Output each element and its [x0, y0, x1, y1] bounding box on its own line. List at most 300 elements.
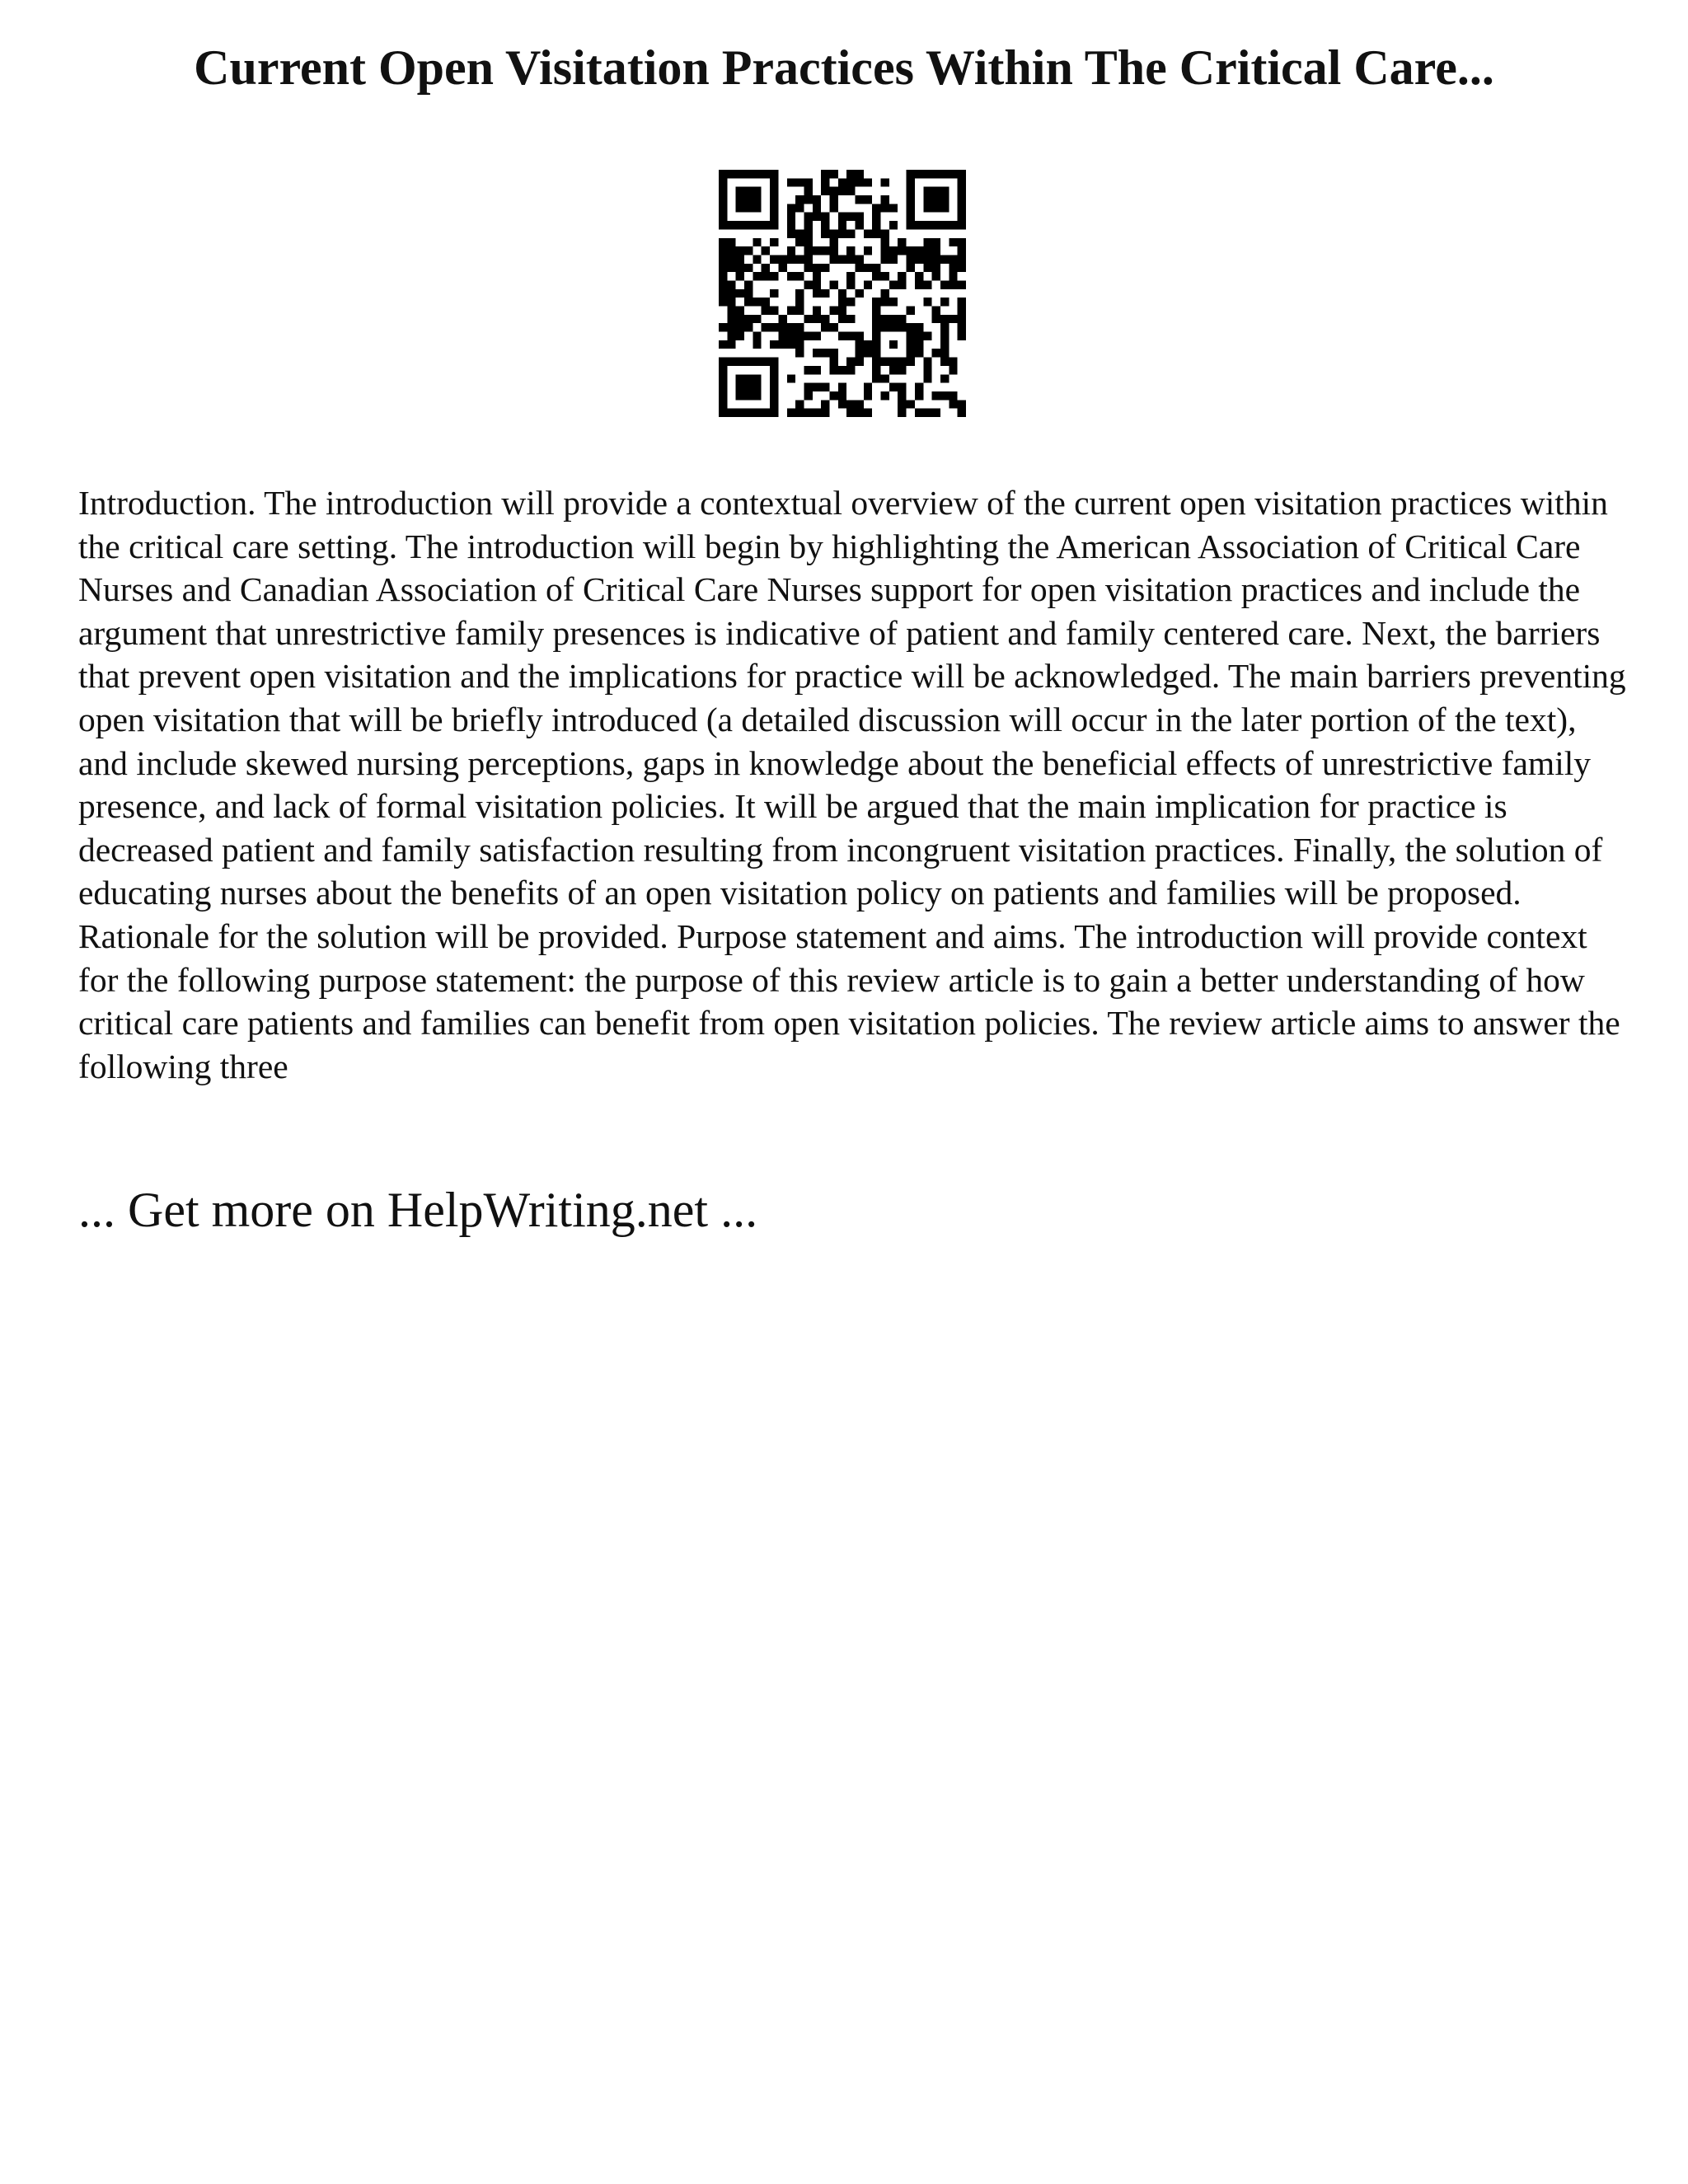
- qr-module: [864, 340, 872, 349]
- qr-module: [864, 383, 872, 391]
- qr-module: [923, 366, 931, 374]
- qr-module: [846, 272, 855, 280]
- qr-module: [838, 289, 846, 298]
- qr-module: [915, 280, 923, 288]
- qr-module: [770, 213, 778, 221]
- qr-module: [958, 323, 966, 331]
- qr-module: [821, 170, 829, 178]
- qr-module: [787, 307, 795, 315]
- qr-module: [846, 213, 855, 221]
- qr-module: [864, 246, 872, 255]
- qr-module: [762, 323, 770, 331]
- qr-module: [898, 409, 906, 417]
- qr-module: [795, 298, 804, 306]
- qr-module: [958, 400, 966, 408]
- qr-module: [727, 280, 735, 288]
- qr-module: [795, 229, 804, 237]
- qr-module: [821, 315, 829, 323]
- qr-module: [907, 358, 915, 366]
- qr-module: [838, 366, 846, 374]
- qr-module: [753, 170, 761, 178]
- qr-module: [770, 391, 778, 400]
- qr-module: [795, 289, 804, 298]
- qr-module: [821, 264, 829, 272]
- qr-module: [907, 221, 915, 229]
- qr-module: [881, 229, 889, 237]
- page-title: Current Open Visitation Practices Within The Critical Care...: [194, 40, 1494, 95]
- qr-module: [958, 246, 966, 255]
- qr-module: [829, 246, 837, 255]
- qr-module: [829, 358, 837, 366]
- qr-module: [753, 374, 761, 382]
- qr-module: [958, 264, 966, 272]
- qr-module: [744, 289, 753, 298]
- qr-module: [762, 409, 770, 417]
- qr-module: [838, 400, 846, 408]
- qr-module: [787, 246, 795, 255]
- qr-module: [889, 340, 898, 349]
- qr-module: [804, 383, 812, 391]
- qr-module: [804, 178, 812, 186]
- qr-module: [958, 332, 966, 340]
- qr-module: [915, 332, 923, 340]
- qr-module: [872, 332, 880, 340]
- qr-module: [846, 315, 855, 323]
- qr-module: [915, 246, 923, 255]
- qr-module: [727, 323, 735, 331]
- qr-module: [838, 213, 846, 221]
- qr-module: [940, 358, 949, 366]
- qr-module: [958, 280, 966, 288]
- qr-module: [949, 315, 957, 323]
- qr-module: [744, 170, 753, 178]
- qr-module: [795, 349, 804, 357]
- qr-module: [744, 298, 753, 306]
- qr-module: [915, 409, 923, 417]
- qr-module: [778, 315, 786, 323]
- qr-module: [829, 170, 837, 178]
- qr-module: [719, 374, 727, 382]
- qr-module: [727, 307, 735, 315]
- qr-module: [744, 383, 753, 391]
- qr-module: [727, 332, 735, 340]
- qr-module: [719, 213, 727, 221]
- qr-module: [804, 264, 812, 272]
- qr-module: [736, 187, 744, 195]
- qr-module: [907, 246, 915, 255]
- qr-module: [898, 246, 906, 255]
- qr-module: [940, 323, 949, 331]
- qr-module: [881, 391, 889, 400]
- qr-module: [736, 221, 744, 229]
- qr-module: [787, 221, 795, 229]
- qr-module: [932, 221, 940, 229]
- qr-module: [940, 170, 949, 178]
- qr-module: [856, 195, 864, 204]
- qr-module: [736, 307, 744, 315]
- qr-module: [958, 315, 966, 323]
- qr-module: [889, 204, 898, 212]
- qr-module: [923, 204, 931, 212]
- qr-module: [770, 374, 778, 382]
- qr-module: [762, 264, 770, 272]
- qr-module: [846, 280, 855, 288]
- qr-module: [958, 238, 966, 246]
- qr-module: [958, 221, 966, 229]
- qr-module: [804, 255, 812, 263]
- qr-module: [770, 358, 778, 366]
- qr-module: [753, 238, 761, 246]
- qr-module: [787, 323, 795, 331]
- qr-module: [864, 195, 872, 204]
- qr-module: [736, 323, 744, 331]
- qr-module: [762, 246, 770, 255]
- qr-module: [958, 204, 966, 212]
- qr-module: [719, 272, 727, 280]
- qr-module: [949, 358, 957, 366]
- qr-module: [958, 195, 966, 204]
- qr-module: [907, 213, 915, 221]
- qr-module: [813, 366, 821, 374]
- qr-module: [898, 323, 906, 331]
- qr-module: [736, 289, 744, 298]
- qr-module: [846, 187, 855, 195]
- qr-module: [736, 315, 744, 323]
- qr-module: [881, 272, 889, 280]
- qr-module: [889, 298, 898, 306]
- qr-module: [813, 204, 821, 212]
- qr-module: [787, 229, 795, 237]
- qr-module: [949, 366, 957, 374]
- qr-module: [719, 195, 727, 204]
- qr-module: [958, 255, 966, 263]
- qr-module: [744, 204, 753, 212]
- qr-module: [923, 358, 931, 366]
- qr-module: [778, 255, 786, 263]
- qr-module: [846, 409, 855, 417]
- qr-module: [778, 340, 786, 349]
- qr-module: [821, 323, 829, 331]
- get-more-link[interactable]: ... Get more on HelpWriting.net ...: [78, 1183, 758, 1237]
- qr-module: [762, 272, 770, 280]
- qr-module: [846, 178, 855, 186]
- qr-module: [753, 204, 761, 212]
- qr-module: [898, 383, 906, 391]
- qr-module: [932, 409, 940, 417]
- qr-module: [753, 358, 761, 366]
- qr-module: [727, 289, 735, 298]
- qr-module: [753, 255, 761, 263]
- qr-module: [856, 289, 864, 298]
- qr-module: [813, 409, 821, 417]
- qr-module: [753, 340, 761, 349]
- qr-module: [727, 170, 735, 178]
- qr-module: [881, 298, 889, 306]
- qr-module: [813, 349, 821, 357]
- qr-module: [923, 280, 931, 288]
- qr-module: [932, 307, 940, 315]
- qr-module: [881, 178, 889, 186]
- qr-module: [940, 187, 949, 195]
- qr-module: [907, 323, 915, 331]
- qr-module: [889, 383, 898, 391]
- qr-module: [907, 178, 915, 186]
- qr-module: [787, 374, 795, 382]
- qr-module: [770, 178, 778, 186]
- qr-module: [923, 264, 931, 272]
- qr-module: [889, 315, 898, 323]
- qr-module: [753, 221, 761, 229]
- qr-module: [795, 409, 804, 417]
- qr-module: [736, 255, 744, 263]
- qr-module: [813, 307, 821, 315]
- qr-module: [719, 400, 727, 408]
- qr-module: [872, 221, 880, 229]
- qr-module: [719, 409, 727, 417]
- qr-module: [795, 340, 804, 349]
- qr-module: [838, 221, 846, 229]
- qr-module: [940, 340, 949, 349]
- qr-module: [907, 187, 915, 195]
- qr-module: [864, 349, 872, 357]
- qr-module: [727, 221, 735, 229]
- qr-module: [821, 349, 829, 357]
- qr-module: [770, 204, 778, 212]
- qr-module: [736, 332, 744, 340]
- qr-module: [813, 383, 821, 391]
- qr-module: [949, 400, 957, 408]
- qr-module: [804, 229, 812, 237]
- qr-module: [907, 170, 915, 178]
- qr-module: [940, 332, 949, 340]
- qr-module: [829, 255, 837, 263]
- qr-module: [958, 307, 966, 315]
- qr-module: [736, 409, 744, 417]
- qr-module: [770, 409, 778, 417]
- qr-module: [744, 187, 753, 195]
- qr-module: [915, 383, 923, 391]
- qr-module: [804, 280, 812, 288]
- qr-module: [813, 195, 821, 204]
- qr-module: [872, 264, 880, 272]
- qr-module: [829, 204, 837, 212]
- qr-module: [881, 289, 889, 298]
- qr-module: [907, 195, 915, 204]
- qr-module: [744, 358, 753, 366]
- qr-module: [898, 272, 906, 280]
- qr-module: [949, 238, 957, 246]
- qr-module: [864, 280, 872, 288]
- qr-module: [881, 246, 889, 255]
- qr-module: [829, 349, 837, 357]
- qr-module: [770, 238, 778, 246]
- qr-module: [719, 323, 727, 331]
- qr-module: [898, 366, 906, 374]
- qr-module: [932, 255, 940, 263]
- qr-module: [744, 264, 753, 272]
- qr-module: [940, 255, 949, 263]
- qr-module: [949, 272, 957, 280]
- qr-module: [915, 340, 923, 349]
- qr-module: [770, 366, 778, 374]
- qr-module: [753, 391, 761, 400]
- qr-module: [744, 195, 753, 204]
- qr-module: [770, 400, 778, 408]
- qr-module: [804, 366, 812, 374]
- qr-module: [872, 349, 880, 357]
- qr-module: [719, 391, 727, 400]
- qr-module: [787, 409, 795, 417]
- qr-module: [881, 204, 889, 212]
- qr-module: [795, 400, 804, 408]
- qr-module: [753, 187, 761, 195]
- qr-module: [864, 229, 872, 237]
- qr-module: [907, 264, 915, 272]
- qr-module: [932, 349, 940, 357]
- qr-module: [923, 170, 931, 178]
- qr-module: [881, 323, 889, 331]
- qr-module: [846, 400, 855, 408]
- qr-module: [727, 298, 735, 306]
- qr-module: [898, 400, 906, 408]
- qr-module: [958, 178, 966, 186]
- qr-module: [923, 187, 931, 195]
- qr-module: [795, 255, 804, 263]
- qr-module: [915, 323, 923, 331]
- qr-module: [753, 298, 761, 306]
- qr-module: [889, 280, 898, 288]
- qr-module: [804, 221, 812, 229]
- qr-module: [770, 383, 778, 391]
- qr-module: [744, 323, 753, 331]
- qr-module: [889, 323, 898, 331]
- qr-module: [736, 391, 744, 400]
- qr-module: [932, 204, 940, 212]
- qr-module: [856, 400, 864, 408]
- qr-module: [829, 195, 837, 204]
- qr-module: [856, 332, 864, 340]
- qr-module: [829, 323, 837, 331]
- qr-module: [719, 204, 727, 212]
- qr-module: [778, 323, 786, 331]
- qr-module: [829, 366, 837, 374]
- qr-module: [727, 340, 735, 349]
- qr-module: [915, 221, 923, 229]
- qr-module: [744, 409, 753, 417]
- qr-module: [753, 332, 761, 340]
- qr-module: [829, 229, 837, 237]
- qr-module: [889, 221, 898, 229]
- qr-module: [958, 170, 966, 178]
- qr-module: [719, 238, 727, 246]
- qr-module: [838, 229, 846, 237]
- qr-module: [923, 332, 931, 340]
- qr-module: [872, 272, 880, 280]
- qr-module: [940, 221, 949, 229]
- qr-module: [949, 221, 957, 229]
- qr-module: [949, 391, 957, 400]
- qr-module: [846, 366, 855, 374]
- qr-module: [795, 332, 804, 340]
- qr-module: [727, 409, 735, 417]
- qr-module: [787, 213, 795, 221]
- qr-module: [719, 383, 727, 391]
- qr-module: [813, 213, 821, 221]
- qr-module: [727, 315, 735, 323]
- qr-module: [856, 170, 864, 178]
- qr-module: [881, 238, 889, 246]
- qr-module: [864, 264, 872, 272]
- qr-module: [770, 323, 778, 331]
- qr-module: [949, 255, 957, 263]
- qr-module: [881, 315, 889, 323]
- qr-module: [872, 229, 880, 237]
- qr-module: [923, 374, 931, 382]
- qr-module: [795, 272, 804, 280]
- qr-module: [856, 178, 864, 186]
- qr-module: [872, 298, 880, 306]
- qr-module: [958, 213, 966, 221]
- qr-module: [846, 170, 855, 178]
- qr-module: [846, 246, 855, 255]
- qr-module: [736, 246, 744, 255]
- qr-module: [864, 409, 872, 417]
- qr-module: [898, 391, 906, 400]
- qr-module: [736, 195, 744, 204]
- qr-module: [958, 187, 966, 195]
- qr-module: [838, 307, 846, 315]
- qr-module: [889, 246, 898, 255]
- qr-module: [940, 280, 949, 288]
- qr-module: [736, 358, 744, 366]
- qr-module: [795, 307, 804, 315]
- qr-module: [838, 315, 846, 323]
- qr-module: [829, 391, 837, 400]
- qr-module: [846, 358, 855, 366]
- qr-module: [770, 187, 778, 195]
- qr-module: [770, 170, 778, 178]
- qr-module: [719, 178, 727, 186]
- qr-module: [872, 374, 880, 382]
- qr-module: [770, 307, 778, 315]
- qr-module: [770, 255, 778, 263]
- qr-module: [838, 383, 846, 391]
- qr-module: [940, 374, 949, 382]
- qr-module: [856, 349, 864, 357]
- qr-module: [787, 178, 795, 186]
- qr-module: [898, 358, 906, 366]
- qr-module: [872, 340, 880, 349]
- qr-module: [736, 170, 744, 178]
- qr-module: [949, 264, 957, 272]
- qr-module: [940, 195, 949, 204]
- qr-module: [907, 204, 915, 212]
- qr-module: [881, 255, 889, 263]
- qr-module: [958, 409, 966, 417]
- qr-module: [889, 366, 898, 374]
- qr-module: [744, 246, 753, 255]
- qr-module: [923, 409, 931, 417]
- qr-module: [804, 238, 812, 246]
- qr-module: [932, 187, 940, 195]
- qr-module: [881, 195, 889, 204]
- qr-module: [719, 264, 727, 272]
- qr-module: [838, 298, 846, 306]
- qr-module: [864, 178, 872, 186]
- qr-module: [795, 195, 804, 204]
- qr-module: [787, 272, 795, 280]
- qr-module: [846, 332, 855, 340]
